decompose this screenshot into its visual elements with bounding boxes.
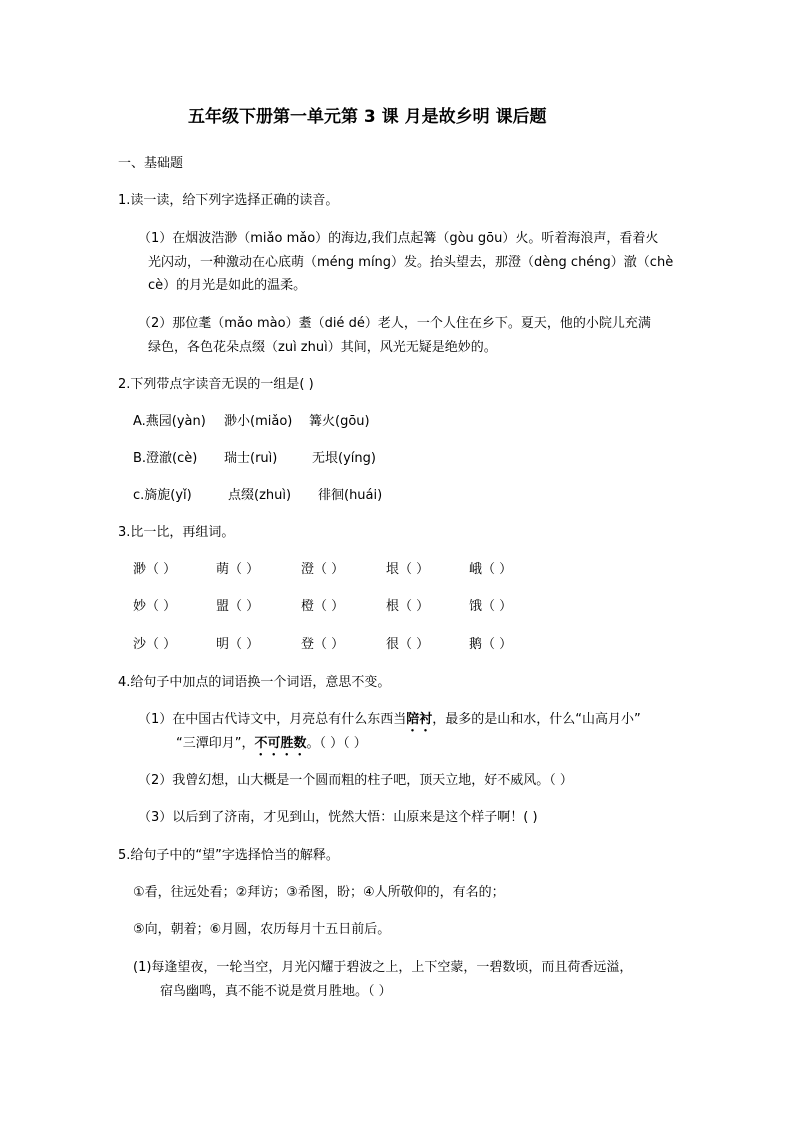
- question-4-sentence-3: （3）以后到了济南，才见到山，恍然大悟：山原来是这个样子啊！( ): [138, 810, 538, 825]
- definitions-line-1: ①看，往远处看；②拜访；③希图，盼；④人所敬仰的，有名的；: [133, 885, 505, 900]
- word-cell: 根（ ）: [386, 599, 430, 614]
- word-cell: 盟（ ）: [216, 599, 260, 614]
- question-4-sentence-1-line2: [176, 736, 367, 759]
- question-5-sentence-1-line1: (1)每逢望夜，一轮当空，月光闪耀于碧波之上，上下空蒙，一碧数顷，而且荷香远溢，: [133, 960, 633, 975]
- word-cell: 垠（ ）: [386, 562, 430, 577]
- question-4-sentence-2: （2）我曾幻想，山大概是一个圆而粗的柱子吧，顶天立地，好不威风。（ ）: [138, 773, 573, 788]
- question-1-para1-line2: 光闪动，一种激动在心底萌（méng míng）发。抬头望去，那澄（dèng chéng）澈（chè: [148, 255, 674, 270]
- emphasized-word: 陪衬: [406, 712, 433, 727]
- question-1-stem: 1.读一读，给下列字选择正确的读音。: [118, 193, 339, 208]
- question-1-para2-line1: （2）那位耄（mǎo mào）耋（dié dé）老人，一个人住在乡下。夏天，他的小院儿充满: [138, 316, 651, 331]
- question-1-para1-line3: cè）的月光是如此的温柔。: [148, 278, 307, 293]
- word-cell: 萌（ ）: [216, 562, 260, 577]
- sentence-text: 。（ ）（ ）: [306, 736, 367, 751]
- sentence-text: ，最多的是山和水，什么“山高月小”: [432, 712, 641, 727]
- definitions-line-2: ⑤向，朝着；⑥月圆，农历每月十五日前后。: [133, 922, 391, 937]
- word-cell: 橙（ ）: [301, 599, 345, 614]
- option-b-word-2: 瑞士(ruì): [224, 451, 278, 466]
- page-title: 五年级下册第一单元第 3 课 月是故乡明 课后题: [188, 107, 547, 127]
- word-cell: 很（ ）: [386, 637, 430, 652]
- sentence-text: （1）在中国古代诗文中，月亮总有什么东西当: [138, 712, 407, 727]
- word-cell: 峨（ ）: [469, 562, 513, 577]
- option-b-word-1: B.澄澈(cè): [133, 451, 198, 466]
- option-a-word-1: A.燕园(yàn): [133, 414, 206, 429]
- emphasized-word: 不可胜数: [254, 736, 307, 751]
- word-cell: 明（ ）: [216, 637, 260, 652]
- question-3-stem: 3.比一比，再组词。: [118, 525, 235, 540]
- word-cell: 沙（ ）: [133, 637, 177, 652]
- word-cell: 登（ ）: [301, 637, 345, 652]
- question-4-stem: 4.给句子中加点的词语换一个词语，意思不变。: [118, 675, 391, 690]
- word-cell: 妙（ ）: [133, 599, 177, 614]
- option-a-word-2: 渺小(miǎo): [224, 414, 293, 429]
- word-cell: 鹅（ ）: [469, 637, 513, 652]
- option-c-word-2: 点缀(zhuì): [228, 488, 292, 503]
- question-1-para1-line1: （1）在烟波浩渺（miǎo mǎo）的海边,我们点起篝（gòu gōu）火。听着海浪声，看着火: [138, 231, 659, 246]
- question-2-stem: 2.下列带点字读音无误的一组是( ): [118, 377, 314, 392]
- question-1-para2-line2: 绿色，各色花朵点缀（zuì zhuì）其间，风光无疑是绝妙的。: [148, 340, 497, 355]
- question-4-sentence-1-line1: [138, 712, 641, 735]
- section-heading: 一、基础题: [118, 156, 184, 171]
- option-a-word-3: 篝火(gōu): [309, 414, 370, 429]
- question-5-stem: 5.给句子中的“望”字选择恰当的解释。: [118, 848, 339, 863]
- sentence-text: “三潭印月”，: [176, 736, 255, 751]
- word-cell: 渺（ ）: [133, 562, 177, 577]
- word-cell: 澄（ ）: [301, 562, 345, 577]
- question-5-sentence-1-line2: 宿鸟幽鸣，真不能不说是赏月胜地。（ ）: [160, 984, 392, 999]
- option-c-word-1: c.旖旎(yǐ): [133, 488, 192, 503]
- option-b-word-3: 无垠(yíng): [312, 451, 376, 466]
- option-c-word-3: 徘徊(huái): [318, 488, 383, 503]
- word-cell: 饿（ ）: [469, 599, 513, 614]
